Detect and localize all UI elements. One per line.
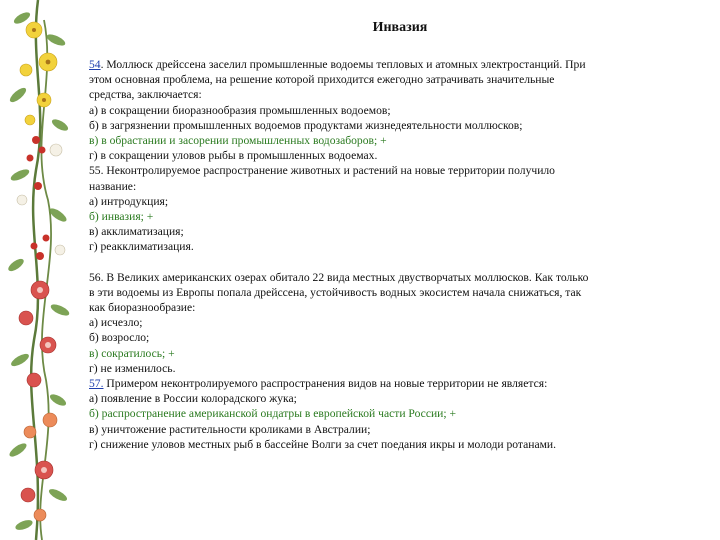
question-56-option-a: а) исчезло;	[89, 316, 143, 330]
question-54-line-2: этом основная проблема, на решение которой приходится ежегодно затрачивать значительные	[89, 73, 555, 87]
question-54-option-b: б) в загрязнении промышленных водоемов продуктами жизнедеятельности моллюсков;	[89, 118, 523, 132]
question-57-option-b-correct: б) распространение американской ондатры в европейской части России; +	[89, 407, 457, 421]
question-54-line-1: 54. Моллюск дрейссена заселил промышленные водоемы тепловых и атомных электростанций. При	[89, 58, 586, 71]
question-55-option-b-correct: б) инвазия; +	[89, 210, 154, 224]
question-57-option-a: а) появление в России колорадского жука;	[89, 392, 297, 406]
question-57-option-v: в) уничтожение растительности кроликами в Австралии;	[89, 422, 371, 436]
question-55-line-2: название:	[89, 179, 137, 193]
question-55-option-a: а) интродукция;	[89, 194, 169, 208]
question-56-line-3: как биоразнообразие:	[89, 301, 196, 315]
question-56-line-1: 56. В Великих американских озерах обитало 22 вида местных двустворчатых моллюсков. Как только	[89, 270, 589, 284]
quiz-content	[89, 57, 699, 452]
question-57-line-1: 57. Примером неконтролируемого распространения видов на новые территории не является:	[89, 377, 548, 391]
question-54-option-v-correct: в) в обрастании и засорении промышленных водозаборов; +	[89, 134, 387, 148]
floral-border-decoration	[0, 0, 80, 540]
question-54-line-3: средства, заключается:	[89, 88, 202, 102]
question-56-line-2: в эти водоемы из Европы попала дрейссена, устойчивость водных экосистем начала снижаться, так	[89, 285, 582, 299]
question-57-option-g: г) снижение уловов местных рыб в бассейне Волги за счет поедания икры и молоди ротанами.	[89, 437, 557, 451]
question-56-option-b: б) возросло;	[89, 331, 150, 345]
question-56-option-v-correct: в) сократилось; +	[89, 346, 175, 360]
question-54-option-a: а) в сокращении биоразнообразия промышленных водоемов;	[89, 103, 391, 117]
question-57-number-link[interactable]: 57.	[89, 377, 104, 391]
page-title: Инвазия	[372, 20, 428, 35]
question-56-option-g: г) не изменилось.	[89, 361, 176, 375]
question-54-option-g: г) в сокращении уловов рыбы в промышленных водоемах.	[89, 149, 378, 163]
question-55-option-g: г) реакклиматизация.	[89, 240, 194, 254]
question-55-option-v: в) акклиматизация;	[89, 225, 184, 239]
question-54-number-link[interactable]: 54	[89, 58, 101, 71]
question-55-line-1: 55. Неконтролируемое распространение животных и растений на новые территории получило	[89, 164, 555, 178]
